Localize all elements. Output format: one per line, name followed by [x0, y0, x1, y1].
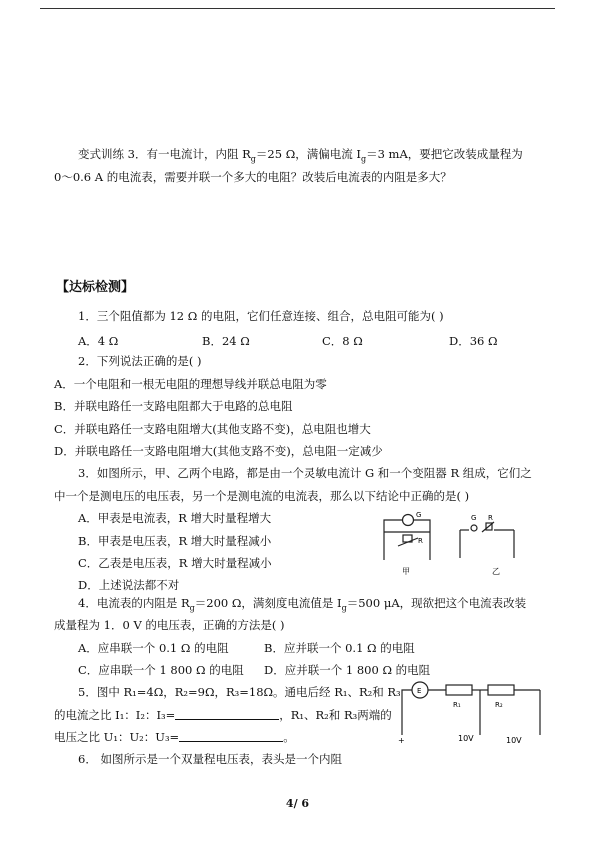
fig-label-r2: R — [488, 514, 493, 522]
q4-option-b: B．应并联一个 0.1 Ω 的电阻 — [264, 641, 415, 655]
plus-terminal-label: + — [398, 736, 405, 745]
q4-stem-1: 4．电流表的内阻是 $R_g=200$ Ω，满刻度电流值是 $I_g=500$ μA，现欲把这个电流表改装 — [78, 596, 527, 613]
q1-stem: 1．三个阻值都为 12 Ω 的电阻，它们任意连接、组合，总电阻可能为( ) — [78, 309, 444, 323]
page-number: 4/ 6 — [285, 797, 310, 810]
galvanometer-symbol-1 — [403, 515, 414, 526]
q4-option-a: A．应串联一个 0.1 Ω 的电阻 — [78, 641, 229, 655]
q3-option-a: A．甲表是电流表，R 增大时量程增大 — [78, 511, 272, 525]
q1-option-a: A．4 Ω — [78, 334, 119, 348]
q2-stem: 2．下列说法正确的是( ) — [78, 354, 202, 368]
fig-label-r2: R₂ — [495, 701, 503, 709]
q5-line-1: 5．图中 R₁=4Ω，R₂=9Ω，R₃=18Ω。通电后经 R₁、R₂和 R₃ — [78, 685, 401, 699]
source-label: E — [417, 687, 422, 695]
fig-caption-jia: 甲 — [402, 567, 410, 576]
fig-label-g1: G — [416, 511, 422, 519]
fig-label-g2: G — [471, 514, 477, 522]
fig-label-v1: 10V — [458, 734, 474, 743]
q5-line-2: 的电流之比 I₁：I₂：I₃= ，R₁、R₂和 R₃两端的 — [54, 708, 392, 722]
q1-option-d: D．36 Ω — [449, 334, 498, 348]
q1-option-b: B．24 Ω — [202, 334, 250, 348]
exercise-3-line-2: 0～0.6 A 的电流表，需要并联一个多大的电阻？改装后电流表的内阻是多大？ — [54, 170, 452, 184]
q3-stem-1: 3．如图所示，甲、乙两个电路，都是由一个灵敏电流计 G 和一个变阻器 R 组成，它们之 — [78, 466, 532, 480]
q4-option-d: D．应并联一个 1 800 Ω 的电阻 — [264, 663, 431, 677]
q3-option-b: B．甲表是电压表，R 增大时量程减小 — [78, 534, 272, 548]
q3-stem-2: 中一个是测电压的电压表，另一个是测电流的电流表，那么以下结论中正确的是( ) — [54, 489, 470, 503]
q6-line-1: 6． 如图所示是一个双量程电压表，表头是一个内阻 — [78, 752, 342, 766]
q3-circuit-figure — [378, 506, 528, 582]
q2-option-c: C．并联电路任一支路电阻增大(其他支路不变)，总电阻也增大 — [54, 422, 371, 436]
resistor-r2 — [488, 685, 514, 695]
fig-label-v2: 10V — [506, 736, 522, 745]
header-rule — [40, 8, 555, 9]
q4-stem-2: 成量程为 1．0 V 的电压表，正确的方法是( ) — [54, 618, 285, 632]
q4-option-c: C．应串联一个 1 800 Ω 的电阻 — [78, 663, 244, 677]
q1-option-c: C．8 Ω — [322, 334, 363, 348]
q5-blank-voltage[interactable] — [179, 730, 283, 742]
section-title: 【达标检测】 — [56, 280, 135, 295]
q5-blank-current[interactable] — [175, 708, 279, 720]
q5-line-3: 电压之比 U₁：U₂：U₃= 。 — [54, 730, 295, 744]
q3-option-c: C．乙表是电压表，R 增大时量程减小 — [78, 556, 272, 570]
q5-circuit-figure — [398, 679, 546, 745]
q3-option-d: D．上述说法都不对 — [78, 578, 180, 592]
resistor-r1 — [446, 685, 472, 695]
fig-label-r1: R₁ — [453, 701, 461, 709]
q2-option-a: A．一个电阻和一根无电阻的理想导线并联总电阻为零 — [54, 377, 327, 391]
q2-option-b: B．并联电路任一支路电阻都大于电路的总电阻 — [54, 399, 293, 413]
q2-option-d: D．并联电路任一支路电阻增大(其他支路不变)，总电阻一定减少 — [54, 444, 383, 458]
exercise-3-line-1: 变式训练 3．有一电流计，内阻 $R_g=25$ Ω，满偏电流 $I_g=3$ mA，要把它改装成量程为 — [78, 147, 523, 164]
fig-label-r1: R — [418, 537, 423, 545]
fig-caption-yi: 乙 — [492, 567, 500, 576]
